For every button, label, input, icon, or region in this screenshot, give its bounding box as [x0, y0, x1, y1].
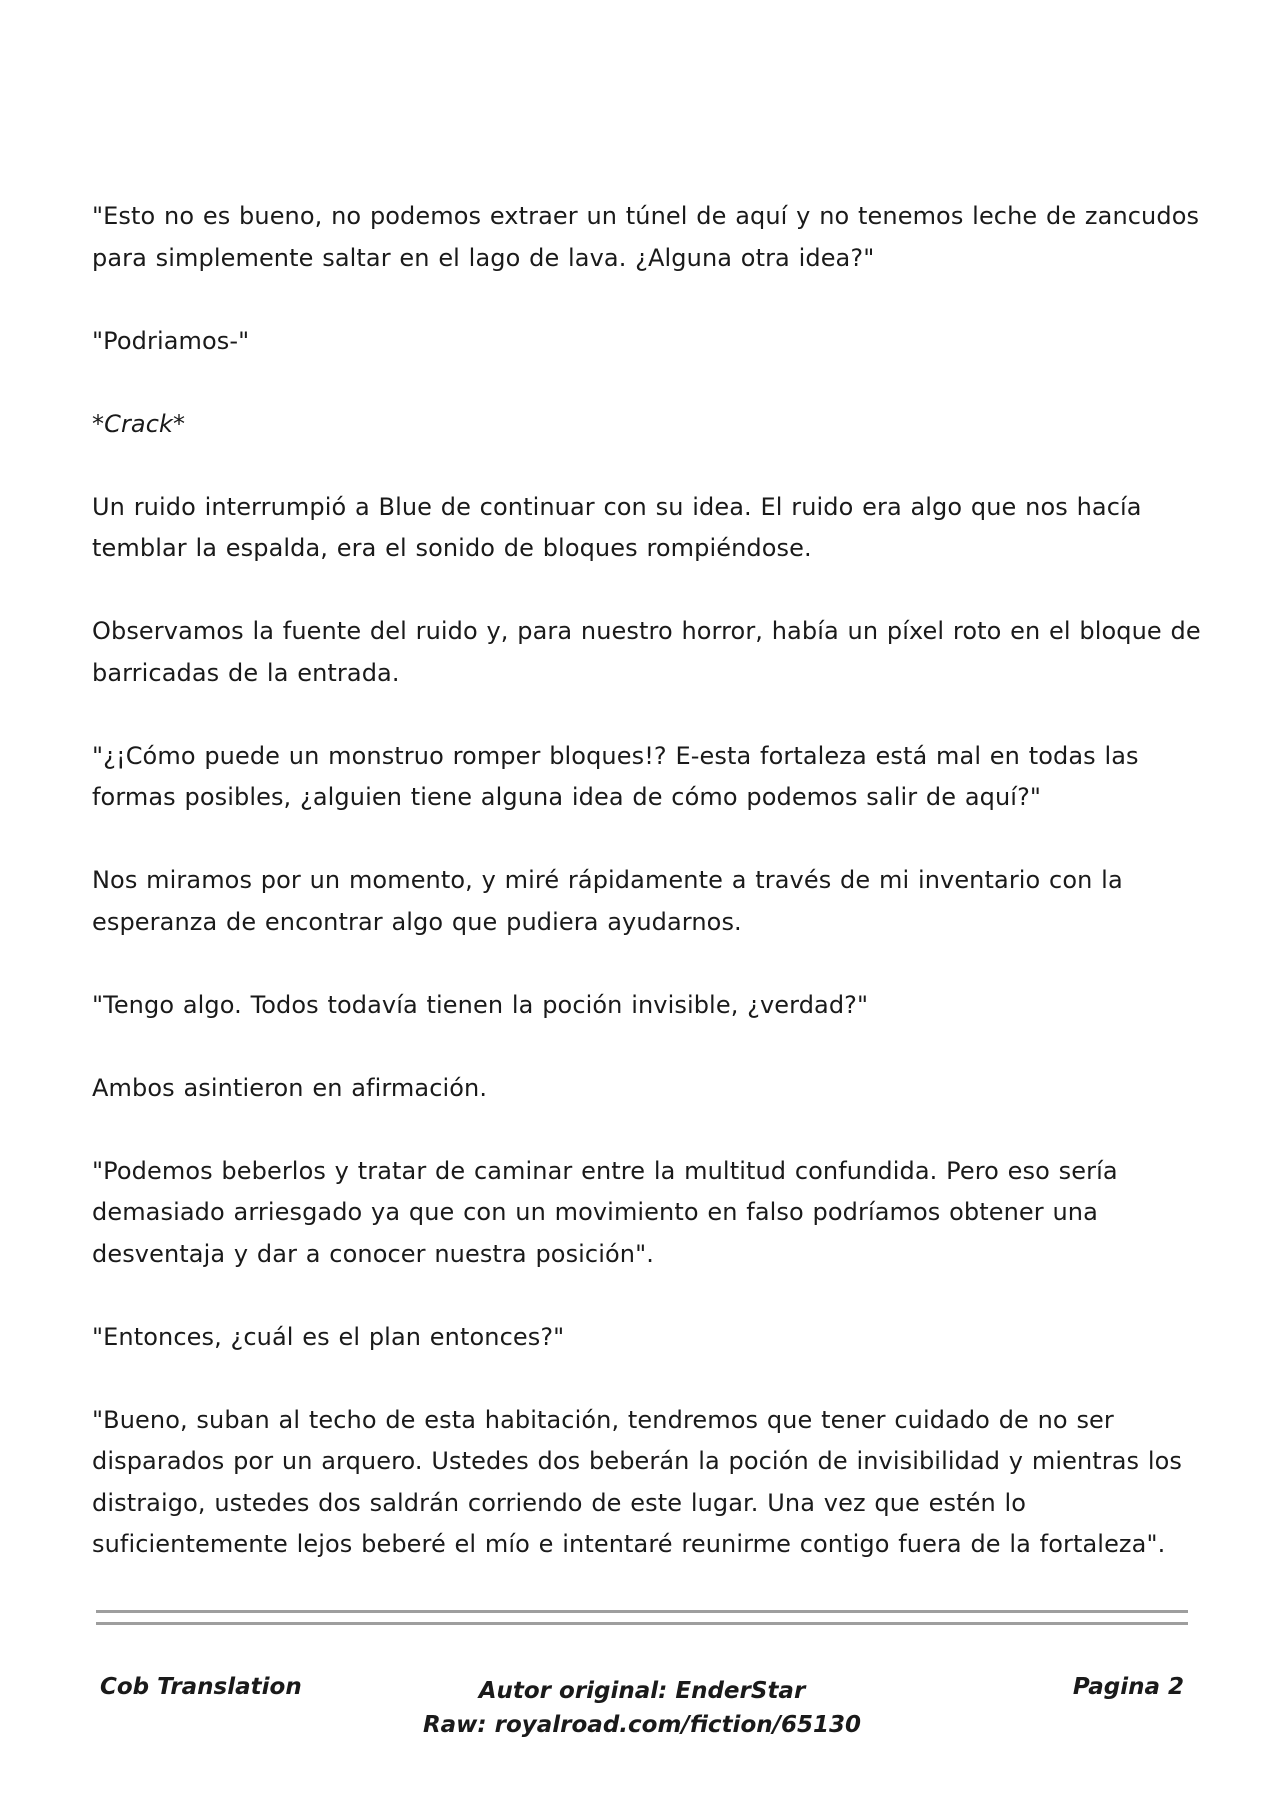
- page-number: Pagina 2: [1072, 1674, 1184, 1700]
- paragraph: "Podriamos-": [92, 326, 250, 355]
- original-author: Autor original: EnderStar: [478, 1678, 806, 1704]
- paragraph: "Entonces, ¿cuál es el plan entonces?": [92, 1322, 565, 1351]
- paragraph: "Podemos beberlos y tratar de caminar entre la multitud confundida. Pero eso sería demasiado arriesgado ya que con un movimiento en falso podríamos obtener una desventaja y dar a conocer nuestra posición".: [92, 1156, 1118, 1268]
- paragraph: "Bueno, suban al techo de esta habitación, tendremos que tener cuidado de no ser disparados por un arquero. Ustedes dos beberán la poción de invisibilidad y mientras los distraigo, ustedes dos saldrán corriendo de este lugar. Una vez que estén lo suficientemente lejos beberé el mío e intentaré reunirme contigo fuera de la fortaleza".: [92, 1405, 1183, 1558]
- paragraph: "Tengo algo. Todos todavía tienen la poción invisible, ¿verdad?": [92, 990, 869, 1019]
- author-credit: [96, 1674, 1188, 1742]
- paragraph: *Crack*: [92, 409, 186, 438]
- footer-divider: [96, 1610, 1188, 1613]
- paragraph: Observamos la fuente del ruido y, para nuestro horror, había un píxel roto en el bloque de barricadas de la entrada.: [92, 617, 1201, 687]
- page-footer: [96, 1610, 1188, 1738]
- paragraph: "¿¡Cómo puede un monstruo romper bloques!? E-esta fortaleza está mal en todas las formas posibles, ¿alguien tiene alguna idea de cómo podemos salir de aquí?": [92, 741, 1139, 811]
- document-body: [92, 196, 1202, 1607]
- paragraph: Nos miramos por un momento, y miré rápidamente a través de mi inventario con la esperanza de encontrar algo que pudiera ayudarnos.: [92, 866, 1123, 936]
- raw-source: Raw: royalroad.com/fiction/65130: [422, 1712, 862, 1738]
- paragraph: Un ruido interrumpió a Blue de continuar con su idea. El ruido era algo que nos hacía temblar la espalda, era el sonido de bloques rompiéndose.: [92, 492, 1142, 562]
- paragraph: Ambos asintieron en afirmación.: [92, 1073, 488, 1102]
- translator-credit: Cob Translation: [100, 1674, 302, 1700]
- footer-divider: [96, 1622, 1188, 1625]
- paragraph: "Esto no es bueno, no podemos extraer un túnel de aquí y no tenemos leche de zancudos para simplemente saltar en el lago de lava. ¿Alguna otra idea?": [92, 202, 1200, 272]
